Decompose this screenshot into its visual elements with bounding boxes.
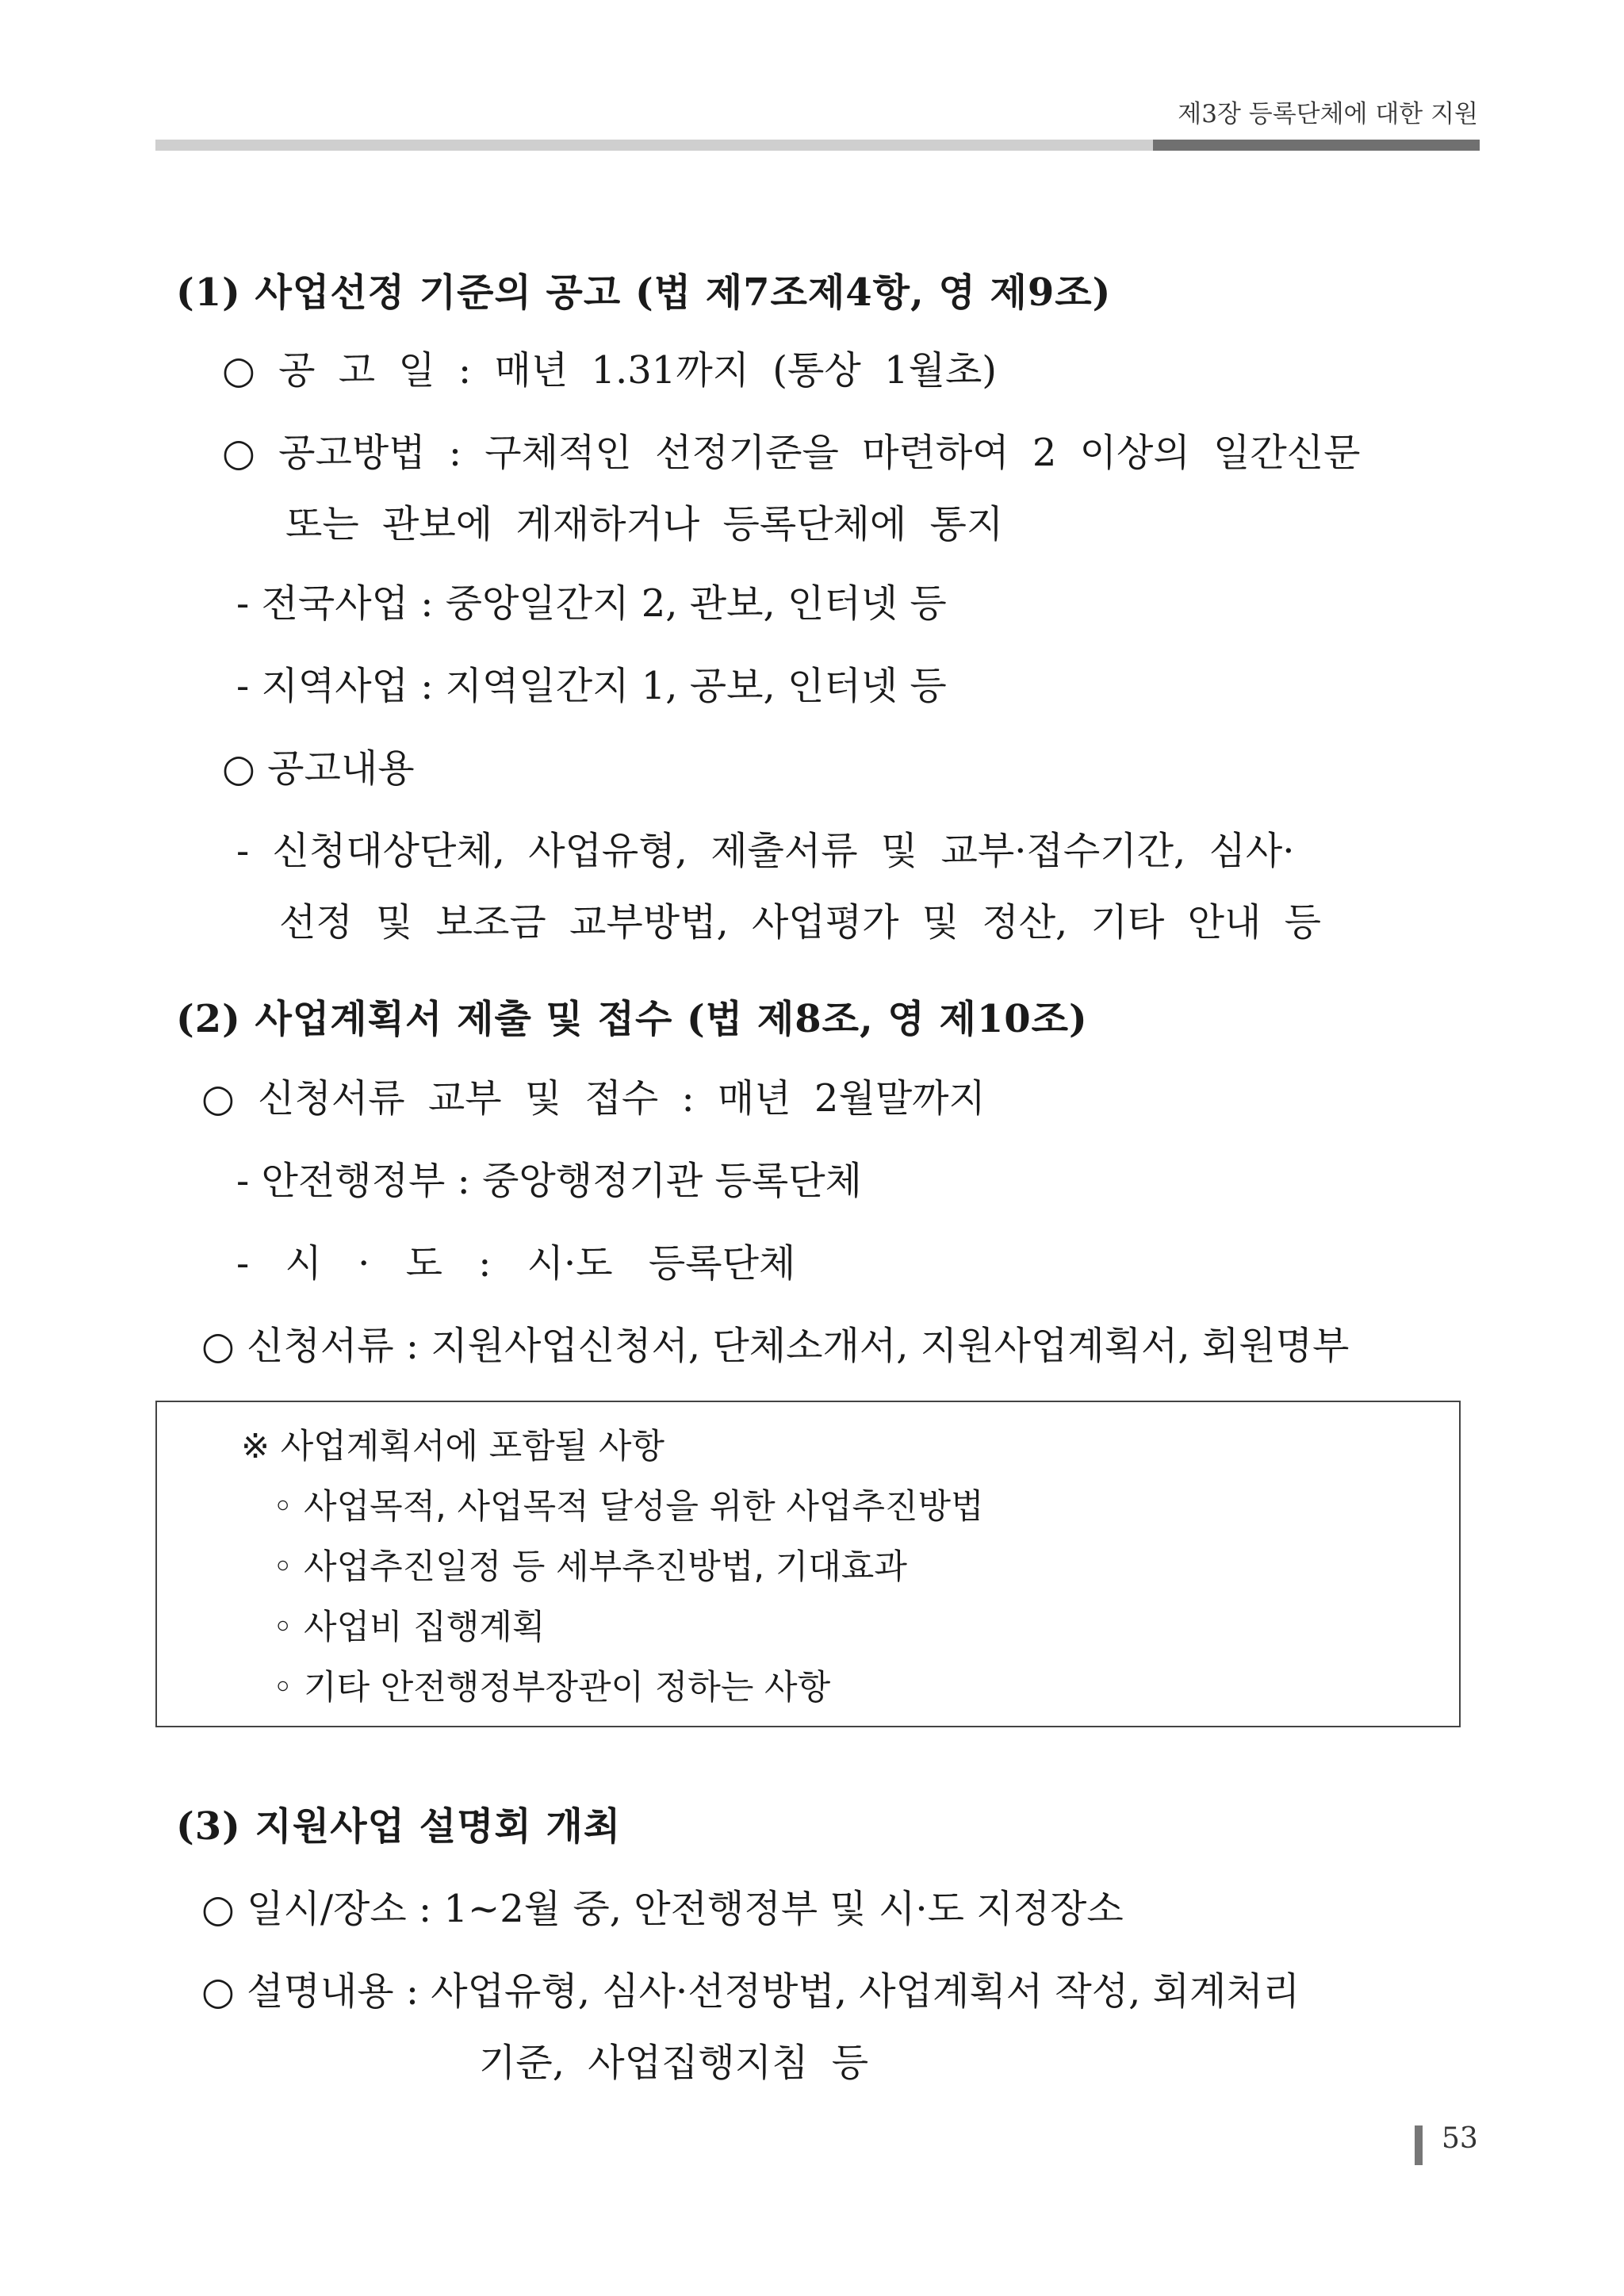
business-plan-contents-box [155,1401,1461,1727]
section-1-heading: (1) 사업선정 기준의 공고 (법 제7조제4항, 영 제9조) [176,270,1112,315]
s3-date-place: ○ 일시/장소 : 1~2월 중, 안전행정부 및 시·도 지정장소 [201,1887,1124,1931]
s1-announce-method-cont: 또는 관보에 게재하거나 등록단체에 통지 [285,502,1004,546]
box-item: ◦ 사업비 집행계획 [273,1608,546,1647]
header-rule-dark [1153,140,1480,151]
header-rule-light [155,140,1153,151]
s1-announce-date: ○ 공 고 일 : 매년 1.31까지 (통상 1월초) [222,348,998,393]
s1-content-items-cont: 선정 및 보조금 교부방법, 사업평가 및 정산, 기타 안내 등 [279,900,1321,945]
page-number-marker [1415,2125,1423,2165]
s1-national-projects: - 전국사업 : 중앙일간지 2, 관보, 인터넷 등 [236,581,947,626]
s3-briefing-content-cont: 기준, 사업집행지침 등 [479,2041,869,2085]
box-title: ※ 사업계획서에 포함될 사항 [241,1427,665,1466]
s1-announce-method: ○ 공고방법 : 구체적인 선정기준을 마련하여 2 이상의 일간신문 [222,431,1361,475]
s2-application-documents: ○ 신청서류 : 지원사업신청서, 단체소개서, 지원사업계획서, 회원명부 [201,1324,1350,1368]
s1-content-items: - 신청대상단체, 사업유형, 제출서류 및 교부·접수기간, 심사· [236,829,1295,873]
page-number: 53 [1442,2122,1478,2155]
section-3-heading: (3) 지원사업 설명회 개최 [176,1804,622,1849]
s2-ministry: - 안전행정부 : 중앙행정기관 등록단체 [236,1159,862,1203]
box-item: ◦ 사업추진일정 등 세부추진방법, 기대효과 [273,1547,907,1587]
s2-application-period: ○ 신청서류 교부 및 접수 : 매년 2월말까지 [201,1076,986,1121]
section-2-heading: (2) 사업계획서 제출 및 접수 (법 제8조, 영 제10조) [176,997,1088,1041]
s1-regional-projects: - 지역사업 : 지역일간지 1, 공보, 인터넷 등 [236,664,947,708]
running-header-title: 제3장 등록단체에 대한 지원 [1178,100,1478,128]
box-item: ◦ 기타 안전행정부장관이 정하는 사항 [273,1668,831,1708]
s1-announce-content: ○ 공고내용 [222,746,415,791]
s2-provinces: - 시 · 도 : 시·도 등록단체 [236,1241,796,1286]
s3-briefing-content: ○ 설명내용 : 사업유형, 심사·선정방법, 사업계획서 작성, 회계처리 [201,1969,1300,2014]
box-item: ◦ 사업목적, 사업목적 달성을 위한 사업추진방법 [273,1487,984,1527]
